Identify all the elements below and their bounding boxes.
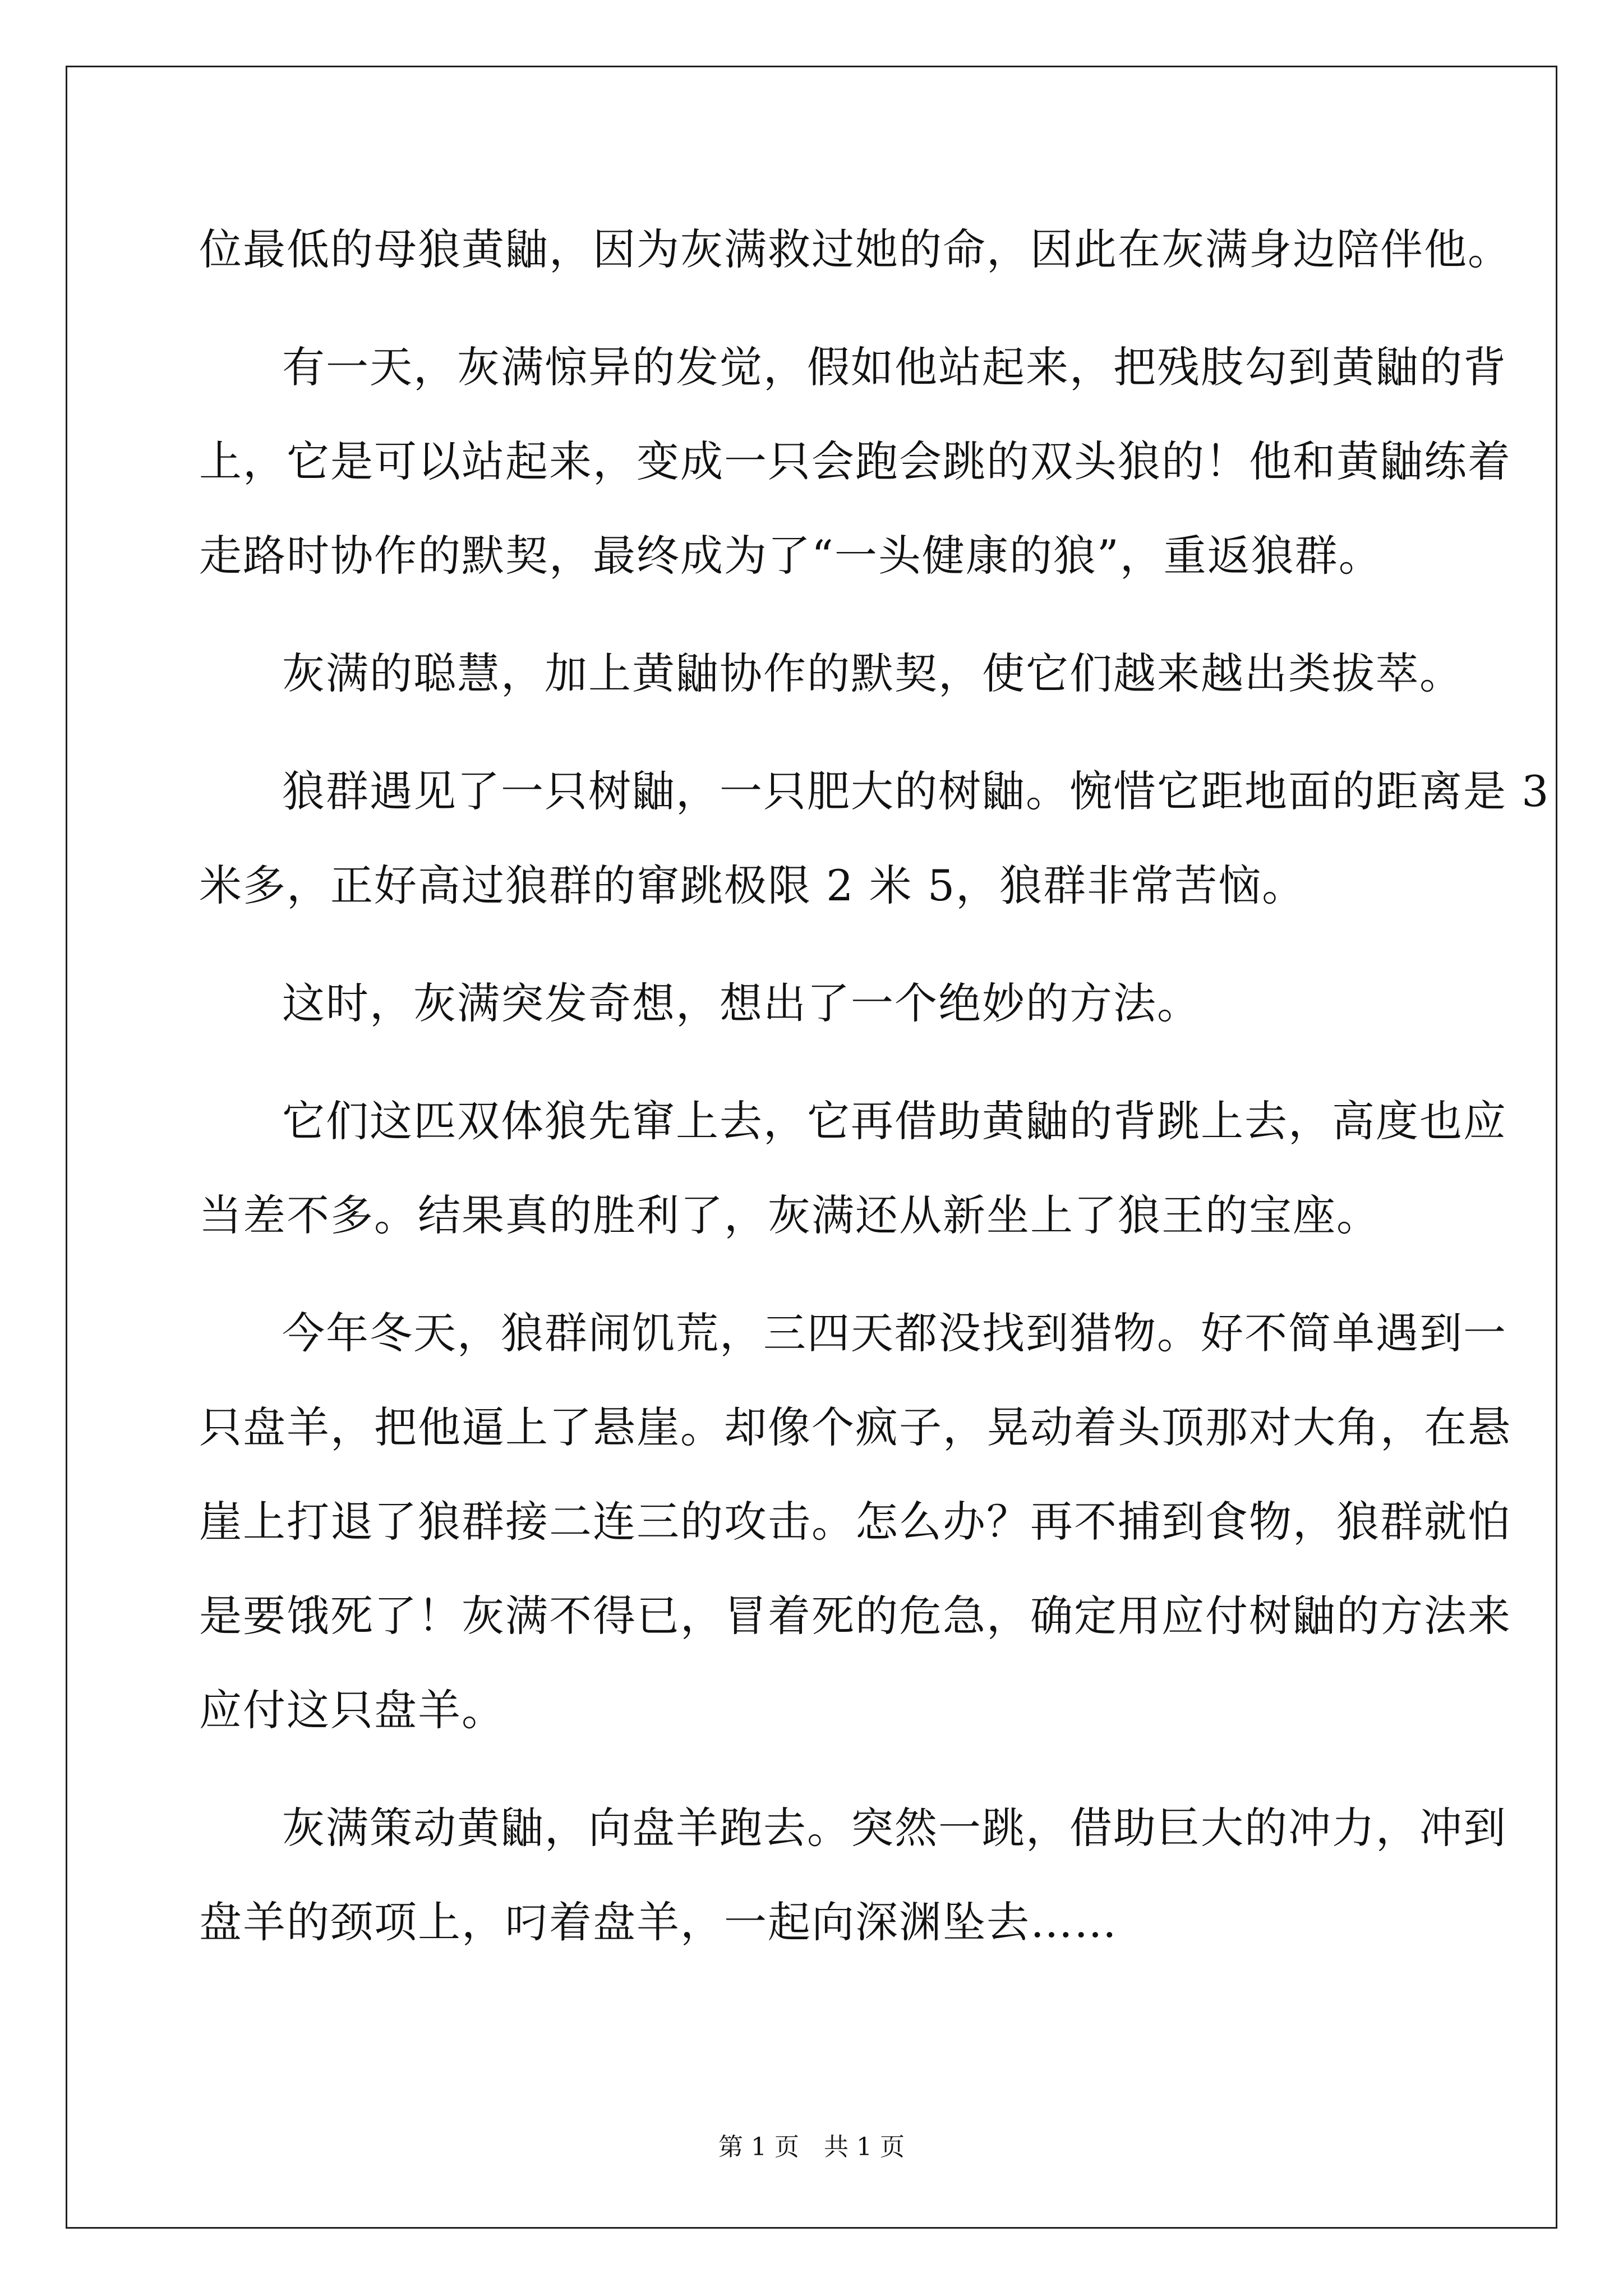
text-line: 灰满策动黄鼬，向盘羊跑去。突然一跳，借助巨大的冲力，冲到 [282,1803,1507,1853]
text-line: 有一天，灰满惊异的发觉，假如他站起来，把残肢勾到黄鼬的背 [282,342,1507,392]
text-line: 灰满的聪慧，加上黄鼬协作的默契，使它们越来越出类拔萃。 [282,648,1463,698]
text-line: 只盘羊，把他逼上了悬崖。却像个疯子，晃动着头顶那对大角，在悬 [199,1402,1511,1452]
text-line: 盘羊的颈项上，叼着盘羊，一起向深渊坠去…… [199,1897,1118,1947]
text-line: 今年冬天，狼群闹饥荒，三四天都没找到猎物。好不简单遇到一 [282,1308,1507,1358]
text-line: 上，它是可以站起来，变成一只会跑会跳的双头狼的！他和黄鼬练着 [199,436,1511,486]
text-line: 走路时协作的默契，最终成为了“一头健康的狼”，重返狼群。 [199,531,1382,581]
text-line: 米多，正好高过狼群的窜跳极限 2 米 5，狼群非常苦恼。 [199,861,1306,910]
text-line: 它们这匹双体狼先窜上去，它再借助黄鼬的背跳上去，高度也应 [282,1096,1507,1146]
text-line: 崖上打退了狼群接二连三的攻击。怎么办？再不捕到食物，狼群就怕 [199,1497,1511,1547]
page-number: 第 1 页 共 1 页 [718,2133,905,2161]
text-line: 是要饿死了！灰满不得已，冒着死的危急，确定用应付树鼬的方法来 [199,1591,1511,1641]
text-line: 当差不多。结果真的胜利了，灰满还从新坐上了狼王的宝座。 [199,1190,1380,1240]
text-line: 应付这只盘羊。 [199,1685,505,1735]
text-line: 位最低的母狼黄鼬，因为灰满救过她的命，因此在灰满身边陪伴他。 [199,224,1511,274]
text-line: 狼群遇见了一只树鼬，一只肥大的树鼬。惋惜它距地面的距离是 3 [282,766,1550,816]
text-line: 这时，灰满突发奇想，想出了一个绝妙的方法。 [282,978,1201,1028]
